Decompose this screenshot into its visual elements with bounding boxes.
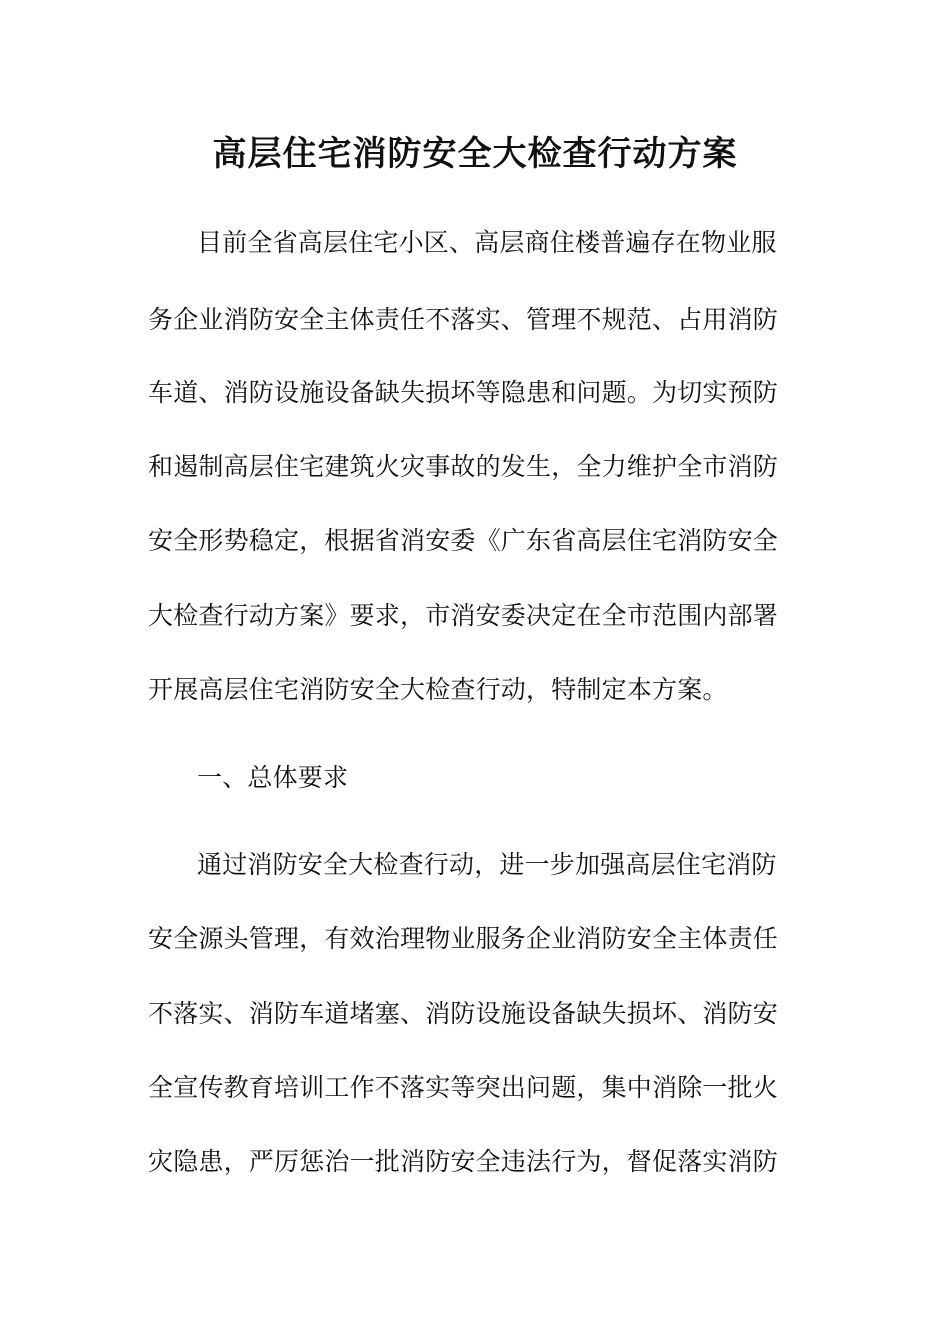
paragraph-line: 灾隐患，严厉惩治一批消防安全违法行为，督促落实消防 [148,1147,779,1176]
paragraph-line: 务企业消防安全主体责任不落实、管理不规范、占用消防 [148,305,779,334]
paragraph-line: 通过消防安全大检查行动，进一步加强高层住宅消防 [197,850,777,879]
section-heading: 一、总体要求 [197,763,349,792]
paragraph-line: 和遏制高层住宅建筑火灾事故的发生，全力维护全市消防 [148,452,779,481]
paragraph-line: 安全源头管理，有效治理物业服务企业消防安全主体责任 [148,924,779,953]
paragraph-line: 安全形势稳定，根据省消安委《广东省高层住宅消防安全 [148,526,779,555]
paragraph-line: 开展高层住宅消防安全大检查行动，特制定本方案。 [148,675,728,704]
paragraph-line: 目前全省高层住宅小区、高层商住楼普遍存在物业服 [197,228,777,257]
paragraph-line: 不落实、消防车道堵塞、消防设施设备缺失损坏、消防安 [148,999,779,1028]
paragraph-line: 全宣传教育培训工作不落实等突出问题，集中消除一批火 [148,1073,779,1102]
document-title: 高层住宅消防安全大检查行动方案 [212,134,738,174]
paragraph-line: 大检查行动方案》要求，市消安委决定在全市范围内部署 [148,601,779,630]
paragraph-line: 车道、消防设施设备缺失损坏等隐患和问题。为切实预防 [148,378,779,407]
